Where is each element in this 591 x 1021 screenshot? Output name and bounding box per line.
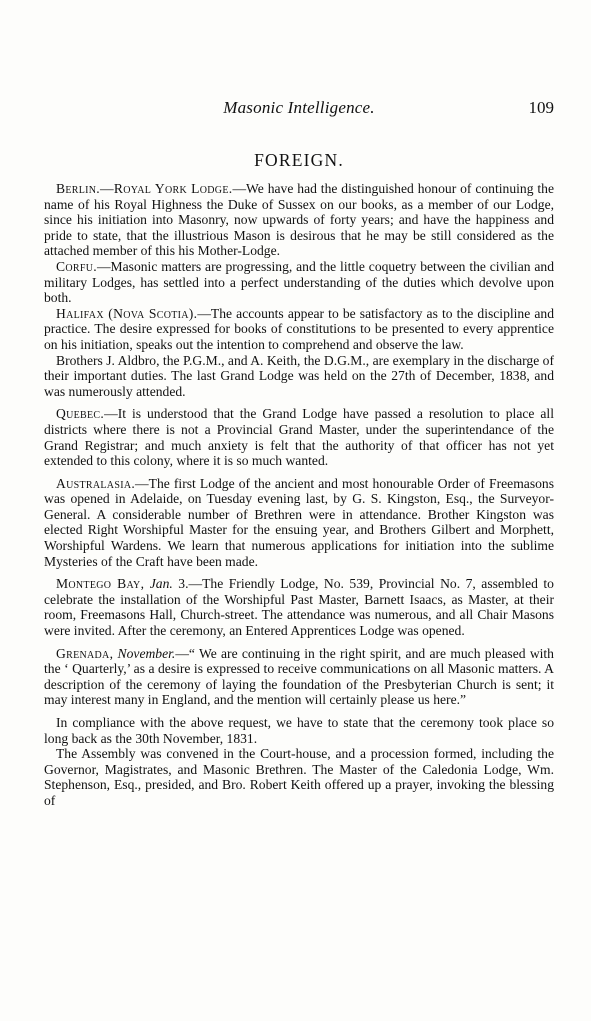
paragraph-text: In compliance with the above request, we have to state that the ceremony took place so long back as the 30th November, 1831. — [44, 715, 554, 746]
paragraph-lead: Corfu. — [56, 258, 97, 274]
paragraph-halifax-brothers — [44, 353, 554, 400]
paragraph-lead: Montego Bay, — [56, 576, 145, 592]
paragraph-grenada — [44, 646, 554, 708]
paragraph-text: —The first Lodge of the ancient and most honourable Order of Freemasons was opened in Adelaide, on Tuesday evening last, by G. S. Kingston, Esq., the Surveyor-General. A considerable number of Brethren were in attendance. Brother Kingston was elected Right Worshipful Master for the ensuing year, and Brothers Gilbert and Morphett, Worshipful Wardens. We learn that numerous applications for initiation into the sublime Mysteries of the Craft have been made. — [44, 475, 554, 569]
paragraph-montego-bay — [44, 576, 554, 638]
paragraph-lead: Australasia. — [56, 475, 136, 491]
paragraph-date: Jan. — [144, 576, 173, 592]
paragraph-corfu — [44, 259, 554, 306]
paragraph-text: —“ We are continuing in the right spirit, and are much pleased with the ‘ Quarterly,’ as a desire is expressed to receive communications on all Masonic matters. A description of the ceremony of laying the foundation of the Presbyterian Church is sent; it may interest many in England, and the mention will certainly please us here.” — [44, 645, 554, 708]
paragraph-text: 3.—The Friendly Lodge, No. 539, Provincial No. 7, assembled to celebrate the installation of the Worshipful Past Master, Barnett Isaacs, as Master, at their room, Freemasons Hall, Church-street. The attendance was numerous, and all Chair Masons were invited. After the ceremony, an Entered Apprentices Lodge was opened. — [44, 576, 554, 639]
paragraph-halifax — [44, 306, 554, 353]
paragraph-lead: Quebec. — [56, 406, 105, 422]
paragraph-berlin — [44, 181, 554, 259]
paragraph-text: —It is understood that the Grand Lodge have passed a resolution to place all districts where there is not a Provincial Grand Master, under the superintendance of the Grand Registrar; and much anxiety is felt that the authority of that officer has not yet extended to this colony, where it is so much wanted. — [44, 406, 554, 469]
article-body — [44, 181, 554, 809]
paragraph-text: —The accounts appear to be satisfactory as to the discipline and practice. The desire expressed for books of constitutions to be presented to every apprentice on his initiation, speaks out the intention to comprehend and observe the law. — [44, 305, 554, 352]
paragraph-compliance — [44, 715, 554, 746]
paragraph-lead: Berlin. — [56, 181, 101, 196]
running-title: Masonic Intelligence. — [223, 98, 375, 117]
paragraph-assembly — [44, 746, 554, 808]
paragraph-lead: Grenada, — [56, 645, 114, 661]
paragraph-lead-secondary: —Royal York Lodge. — [100, 181, 233, 196]
paragraph-text: —Masonic matters are progressing, and the little coquetry between the civilian and military Lodges, has settled into a perfect understanding of the duties which devolve upon both. — [44, 258, 554, 306]
paragraph-text: The Assembly was convened in the Court-house, and a procession formed, including the Governor, Magistrates, and Masonic Brethren. The Master of the Caledonia Lodge, Wm. Stephenson, Esq., presided, and Bro. Robert Keith offered up a prayer, invoking the blessing of — [44, 746, 554, 808]
paragraph-text: —We have had the distinguished honour of continuing the name of his Royal Highness the Duke of Sussex on our books, as a member of our Lodge, since his initiation into Masonry, now upwards of forty years; and have the happiness and pride to state, that the illustrious Mason is desirous that he may be still considered as the attached member of this his Mother-Lodge. — [44, 181, 554, 259]
page-number: 109 — [528, 98, 554, 117]
paragraph-lead: Halifax (Nova Scotia). — [56, 305, 198, 321]
paragraph-text: Brothers J. Aldbro, the P.G.M., and A. Keith, the D.G.M., are exemplary in the discharge of their important duties. The last Grand Lodge was held on the 27th of December, 1838, and was numerously attended. — [44, 352, 554, 399]
section-title: FOREIGN. — [254, 150, 344, 170]
paragraph-australasia — [44, 476, 554, 570]
running-header — [44, 98, 554, 122]
paragraph-date: November. — [113, 645, 176, 661]
paragraph-quebec — [44, 406, 554, 468]
